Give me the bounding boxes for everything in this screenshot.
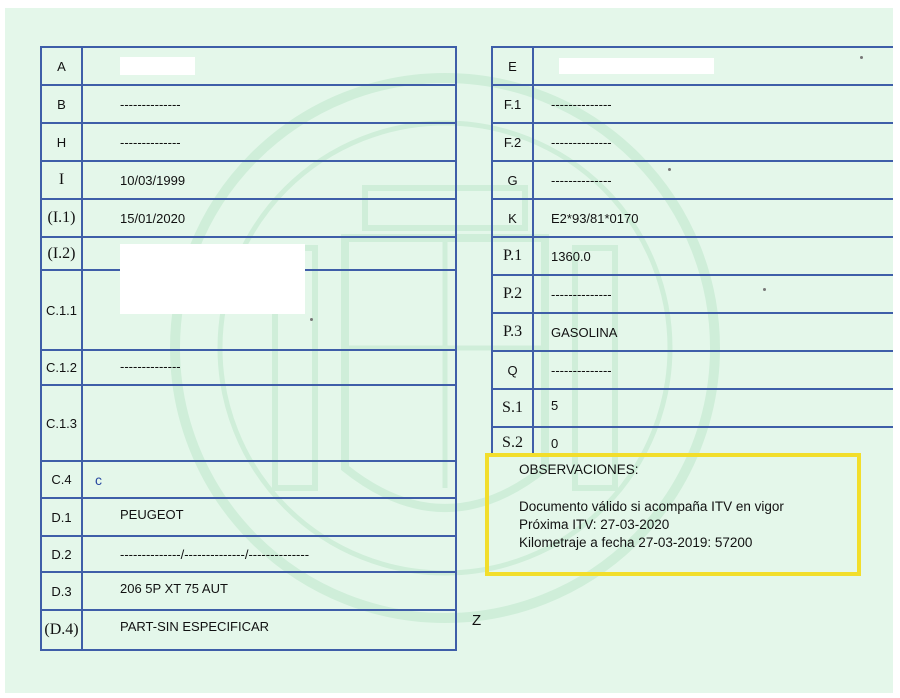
field-code-d2: D.2 <box>41 536 82 572</box>
table-row <box>492 199 893 237</box>
field-value-f1: -------------- <box>533 85 893 123</box>
field-value-i: 10/03/1999 <box>82 161 456 199</box>
field-value-s1: 5 <box>533 389 893 427</box>
field-value-p1: 1360.0 <box>533 237 893 275</box>
table-row <box>41 123 456 161</box>
field-code-g: G <box>492 161 533 199</box>
table-row <box>41 199 456 237</box>
field-value-h: -------------- <box>82 123 456 161</box>
table-row <box>41 498 456 536</box>
field-code-c11: C.1.1 <box>41 270 82 350</box>
field-value-s2: 0 <box>533 427 893 457</box>
field-value-g: -------------- <box>533 161 893 199</box>
field-code-d1: D.1 <box>41 498 82 536</box>
registration-document <box>5 8 893 693</box>
table-row <box>492 313 893 351</box>
field-code-d4: (D.4) <box>41 610 82 650</box>
right-field-table <box>491 46 893 457</box>
speck <box>860 56 863 59</box>
field-code-h: H <box>41 123 82 161</box>
table-row <box>492 389 893 427</box>
field-value-d3: 206 5P XT 75 AUT <box>82 572 456 610</box>
field-value-f2: -------------- <box>533 123 893 161</box>
field-value-d4: PART-SIN ESPECIFICAR <box>82 610 456 650</box>
field-value-i1: 15/01/2020 <box>82 199 456 237</box>
table-row <box>41 47 456 85</box>
field-code-q: Q <box>492 351 533 389</box>
field-code-c12: C.1.2 <box>41 350 82 385</box>
table-row <box>41 385 456 461</box>
speck <box>668 168 671 171</box>
table-row <box>492 123 893 161</box>
table-row <box>41 161 456 199</box>
field-code-i2: (I.2) <box>41 237 82 270</box>
speck <box>310 318 313 321</box>
observation-line: Kilometraje a fecha 27-03-2019: 57200 <box>519 535 753 550</box>
field-code-d3: D.3 <box>41 572 82 610</box>
field-value-c4: c <box>82 461 456 498</box>
field-code-p1: P.1 <box>492 237 533 275</box>
table-row <box>41 572 456 610</box>
field-code-s2: S.2 <box>492 427 533 457</box>
table-row <box>492 237 893 275</box>
field-code-s1: S.1 <box>492 389 533 427</box>
speck <box>763 288 766 291</box>
field-code-i1: (I.1) <box>41 199 82 237</box>
table-row <box>41 237 456 270</box>
field-value-q: -------------- <box>533 351 893 389</box>
field-code-k: K <box>492 199 533 237</box>
field-value-k: E2*93/81*0170 <box>533 199 893 237</box>
field-value-d1: PEUGEOT <box>82 498 456 536</box>
table-row <box>41 350 456 385</box>
table-row <box>41 461 456 498</box>
table-row <box>41 610 456 650</box>
observations-box <box>485 453 861 576</box>
field-code-a: A <box>41 47 82 85</box>
table-row <box>492 85 893 123</box>
field-value-p3: GASOLINA <box>533 313 893 351</box>
redaction-box <box>120 57 195 75</box>
field-code-c13: C.1.3 <box>41 385 82 461</box>
field-code-p3: P.3 <box>492 313 533 351</box>
field-code-p2: P.2 <box>492 275 533 313</box>
field-code-f2: F.2 <box>492 123 533 161</box>
table-row <box>492 275 893 313</box>
observation-line: Documento válido si acompaña ITV en vigor <box>519 499 784 514</box>
table-row <box>492 351 893 389</box>
field-code-e: E <box>492 47 533 85</box>
field-value-c12: -------------- <box>82 350 456 385</box>
field-value-b: -------------- <box>82 85 456 123</box>
field-value-d2: --------------/--------------/-------------- <box>82 536 456 572</box>
field-code-b: B <box>41 85 82 123</box>
field-code-c4: C.4 <box>41 461 82 498</box>
field-code-f1: F.1 <box>492 85 533 123</box>
table-row <box>41 85 456 123</box>
left-field-table <box>40 46 457 651</box>
observation-line: Próxima ITV: 27-03-2020 <box>519 517 670 532</box>
field-value-i2 <box>82 237 456 270</box>
field-code-i: I <box>41 161 82 199</box>
field-value-a <box>82 47 456 85</box>
redaction-box <box>559 58 714 74</box>
observations-title: OBSERVACIONES: <box>519 462 639 477</box>
table-row <box>492 161 893 199</box>
corner-mark: Z <box>472 612 482 629</box>
field-value-e <box>533 47 893 85</box>
redaction-box <box>120 244 305 314</box>
field-value-c13 <box>82 385 456 461</box>
table-row <box>41 536 456 572</box>
table-row <box>492 47 893 85</box>
field-value-p2: -------------- <box>533 275 893 313</box>
